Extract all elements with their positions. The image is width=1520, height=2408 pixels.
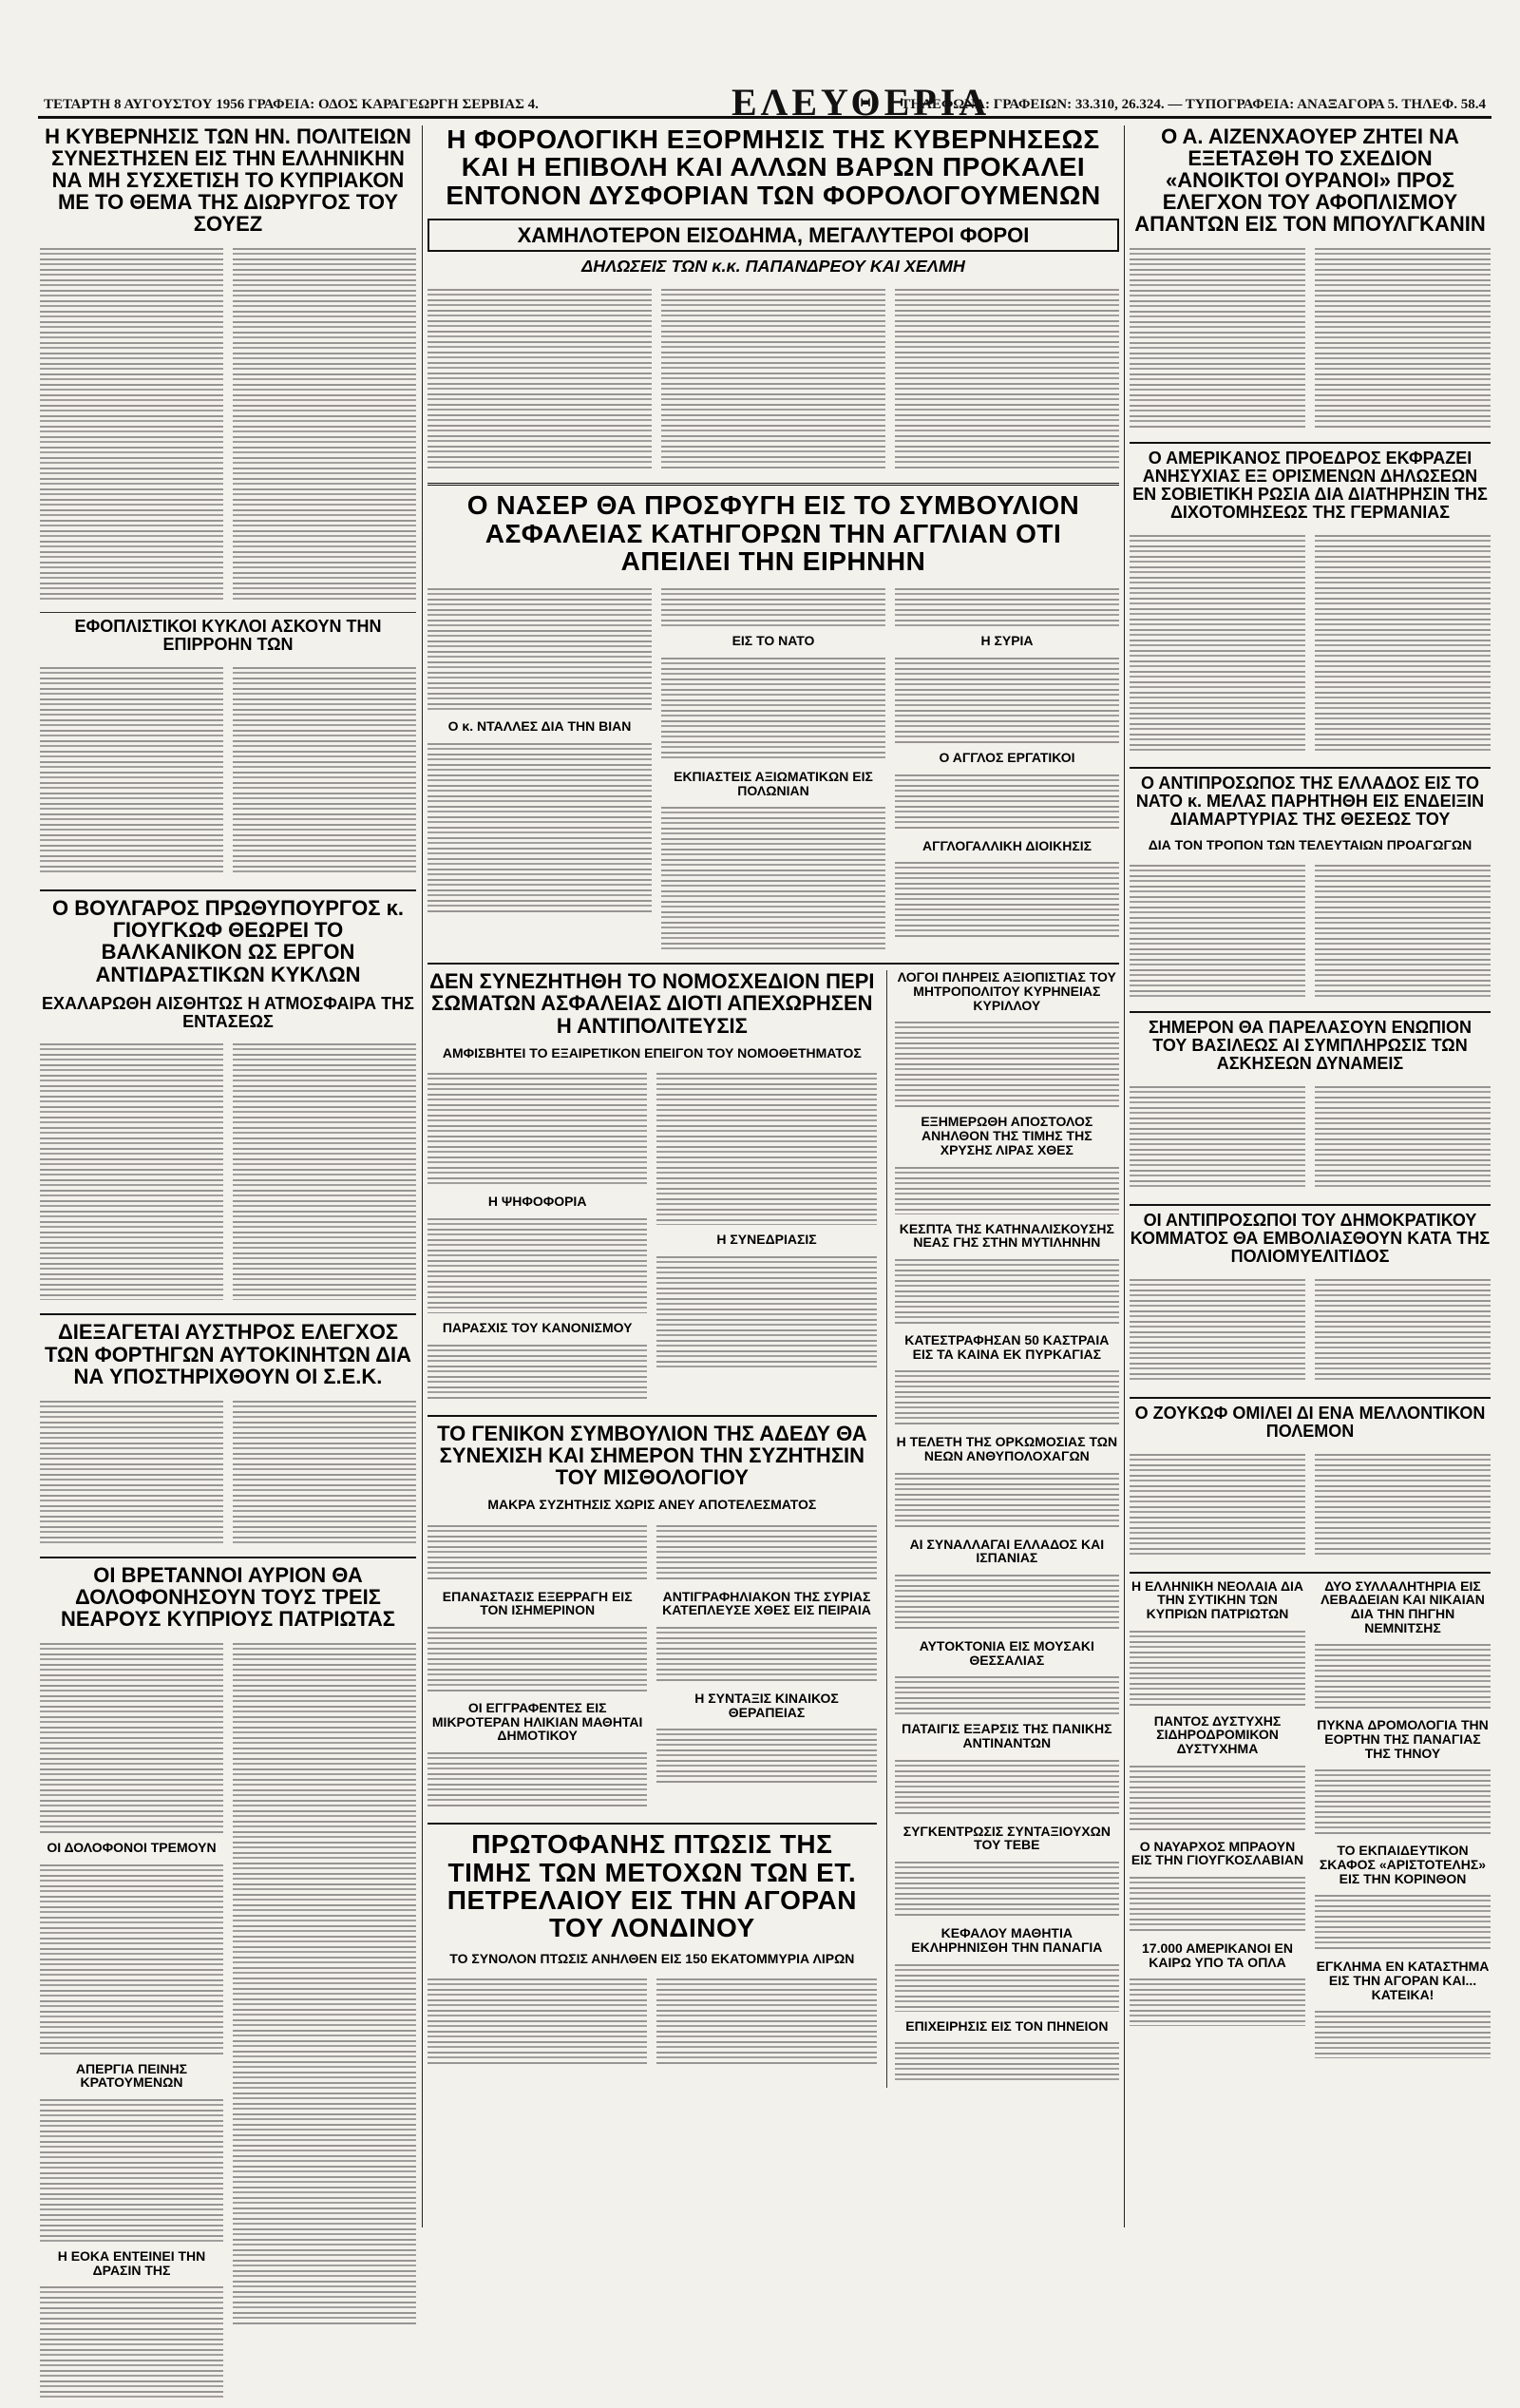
article-text	[428, 1073, 647, 1187]
subhead-panic: ΠΑΤΑΙΓΙΣ ΕΞΑΡΣΙΣ ΤΗΣ ΠΑΝΙΚΗΣ ΑΝΤΙΝΑΝΤΩΝ	[902, 1721, 1112, 1751]
subhead-pineios: ΕΠΙΧΕΙΡΗΣΙΣ ΕΙΣ ΤΟΝ ΠΗΝΕΙΟΝ	[905, 2017, 1109, 2034]
article-text	[656, 1729, 876, 1786]
headline-shipowners: ΕΦΟΠΛΙΣΤΙΚΟΙ ΚΥΚΛΟΙ ΑΣΚΟΥΝ ΤΗΝ ΕΠΙΡΡΟΗΝ ΤΩΝ	[74, 617, 382, 655]
article-text	[895, 774, 1119, 831]
article-text	[428, 1525, 647, 1582]
article-text	[661, 289, 885, 469]
column-rule	[422, 125, 423, 2227]
article-text	[895, 2042, 1119, 2080]
article-text	[1130, 1766, 1305, 1832]
subhead-suicide: ΑΥΤΟΚΤΟΝΙΑ ΕΙΣ ΜΟΥΣΑΚΙ ΘΕΣΣΑΛΙΑΣ	[919, 1638, 1094, 1668]
article-text	[1315, 535, 1491, 754]
article-text	[895, 588, 1119, 626]
article-text	[1130, 1877, 1305, 1934]
subhead-admiral: Ο ΝΑΥΑΡΧΟΣ ΜΠΡΑΟΥΝ ΕΙΣ ΤΗΝ ΓΙΟΥΓΚΟΣΛΑΒΙΑΝ	[1130, 1838, 1304, 1868]
headline-dulles: Ο κ. ΝΤΑΛΛΕΣ ΔΙΑ ΤΗΝ ΒΙΑΝ	[447, 718, 632, 735]
subhead-150-million: ΤΟ ΣΥΝΟΛΟΝ ΠΤΩΣΙΣ ΑΝΗΛΘΕΝ ΕΙΣ 150 ΕΚΑΤΟΜΜΥΡΙΑ ΛΙΡΩΝ	[449, 1950, 855, 1966]
article-text	[895, 1964, 1119, 2012]
headline-eisenhower: Ο Α. ΑΙΖΕΝΧΑΟΥΕΡ ΖΗΤΕΙ ΝΑ ΕΞΕΤΑΣΘΗ ΤΟ ΣΧΕΔΙΟΝ «ΑΝΟΙΚΤΟΙ ΟΥΡΑΝΟΙ» ΠΡΟΣ ΕΛΕΓΧΟΝ ΤΟΥ ΑΦΟΠΛΙΣΜΟΥ ΑΠΑΝΤΩΝ ΕΙΣ ΤΟΝ ΜΠΟΥΛΓΚΑΝΙΝ	[1134, 124, 1486, 237]
article-text	[895, 1760, 1119, 1817]
article-text	[895, 1575, 1119, 1632]
column-middle	[428, 125, 1119, 2227]
headline-trucks-control: ΔΙΕΞΑΓΕΤΑΙ ΑΥΣΤΗΡΟΣ ΕΛΕΓΧΟΣ ΤΩΝ ΦΟΡΤΗΓΩΝ ΑΥΤΟΚΙΝΗΤΩΝ ΔΙΑ ΝΑ ΥΠΟΣΤΗΡΙΧΘΟΥΝ ΟΙ Σ.Ε.Κ.	[44, 1320, 412, 1388]
subhead-ecuador: ΕΠΑΝΑΣΤΑΣΙΣ ΕΞΕΡΡΑΓΗ ΕΙΣ ΤΟΝ ΙΣΗΜΕΡΙΝΟΝ	[442, 1588, 633, 1618]
article-text	[428, 1345, 647, 1402]
article-text	[428, 1627, 647, 1693]
subhead-anglofrench: ΑΓΓΛΟΓΑΛΛΙΚΗ ΔΙΟΙΚΗΣΙΣ	[922, 837, 1092, 853]
subhead-rules: ΠΑΡΑΣΧΙΣ ΤΟΥ ΚΑΝΟΝΙΣΜΟΥ	[442, 1320, 633, 1336]
subhead-mytilene: ΚΕΣΠΤΑ ΤΗΣ ΚΑΤΗΝΑΛΙΣΚΟΥΣΗΣ ΝΕΑΣ ΓΗΣ ΣΤΗΝ ΜΥΤΙΛΗΝΗΝ	[899, 1220, 1114, 1251]
article-text	[428, 1978, 647, 2064]
subhead-tinos: ΠΥΚΝΑ ΔΡΟΜΟΛΟΓΙΑ ΤΗΝ ΕΟΡΤΗΝ ΤΗΣ ΠΑΝΑΓΙΑΣ ΤΗΣ ΤΗΝΟΥ	[1317, 1717, 1489, 1761]
masthead-phones: ΤΗΛΕΦΩΝΑ: ΓΡΑΦΕΙΩΝ: 33.310, 26.324. — ΤΥΠΟΓΡΑΦΕΙΑ: ΑΝΑΞΑΓΟΡΑ 5. ΤΗΛΕΦ. 58.4	[901, 97, 1486, 112]
headline-zhukov: Ο ΖΟΥΚΩΦ ΟΜΙΛΕΙ ΔΙ ΕΝΑ ΜΕΛΛΟΝΤΙΚΟΝ ΠΟΛΕΜΟΝ	[1134, 1403, 1486, 1441]
article-text	[428, 1752, 647, 1809]
masthead	[38, 81, 1492, 124]
article-text	[1130, 865, 1305, 998]
subhead-labour: Ο ΑΓΓΛΟΣ ΕΡΓΑΤΙΚΟΙ	[939, 750, 1075, 766]
subhead-session: Η ΣΥΝΕΔΡΙΑΣΙΣ	[716, 1232, 817, 1248]
article-text	[661, 807, 885, 949]
article-text	[895, 1370, 1119, 1427]
subhead-oath: Η ΤΕΛΕΤΗ ΤΗΣ ΟΡΚΩΜΟΣΙΑΣ ΤΩΝ ΝΕΩΝ ΑΝΘΥΠΟΛΟΧΑΓΩΝ	[896, 1434, 1118, 1463]
subhead-metropolitan: ΛΟΓΟΙ ΠΛΗΡΕΙΣ ΑΞΙΟΠΙΣΤΙΑΣ ΤΟΥ ΜΗΤΡΟΠΟΛΙΤΟΥ ΚΥΡΗΝΕΙΑΣ ΚΥΡΙΛΛΟΥ	[897, 969, 1116, 1013]
subhead-spain: ΑΙ ΣΥΝΑΛΛΑΓΑΙ ΕΛΛΑΔΟΣ ΚΑΙ ΙΣΠΑΝΙΑΣ	[909, 1536, 1105, 1566]
masthead-date-address: ΤΕΤΑΡΤΗ 8 ΑΥΓΟΥΣΤΟΥ 1956 ΓΡΑΦΕΙΑ: ΟΔΟΣ ΚΑΡΑΓΕΩΡΓΗ ΣΕΡΒΙΑΣ 4.	[44, 97, 539, 112]
article-text	[428, 1218, 647, 1313]
subhead-youth: Η ΕΛΛΗΝΙΚΗ ΝΕΟΛΑΙΑ ΔΙΑ ΤΗΝ ΣΥΤΙΚΗΝ ΤΩΝ ΚΥΠΡΙΩΝ ΠΑΤΡΙΩΤΩΝ	[1130, 1577, 1304, 1621]
article-text	[661, 658, 885, 762]
article-text	[1130, 1631, 1305, 1707]
article-text	[1315, 1644, 1491, 1710]
subhead-gold-sovereign: ΕΞΗΜΕΡΩΘΗ ΑΠΟΣΤΟΛΟΣ ΑΝΗΛΘΟΝ ΤΗΣ ΤΙΜΗΣ ΤΗΣ ΧΡΥΣΗΣ ΛΙΡΑΣ ΧΘΕΣ	[921, 1114, 1093, 1157]
headline-us-cyprus: Η ΚΥΒΕΡΝΗΣΙΣ ΤΩΝ ΗΝ. ΠΟΛΙΤΕΙΩΝ ΣΥΝΕΣΤΗΣΕΝ ΕΙΣ ΤΗΝ ΕΛΛΗΝΙΚΗΝ ΝΑ ΜΗ ΣΥΣΧΕΤΙΣΗ ΤΟ ΚΥΠΡΙΑΚΟΝ ΜΕ ΤΟ ΘΕΜΑ ΤΗΣ ΔΙΩΡΥΓΟΣ ΤΟΥ ΣΟΥΕΖ	[45, 124, 411, 237]
article-text	[428, 289, 652, 469]
article-text	[1315, 1895, 1491, 1952]
article-text	[1315, 248, 1491, 429]
article-text	[233, 667, 416, 876]
article-text	[233, 1643, 416, 2327]
headline-british-patriots: ΟΙ ΒΡΕΤΑΝΝΟΙ ΑΥΡΙΟΝ ΘΑ ΔΟΛΟΦΟΝΗΣΟΥΝ ΤΟΥΣ ΤΡΕΙΣ ΝΕΑΡΟΥΣ ΚΥΠΡΙΟΥΣ ΠΑΤΡΙΩΤΑΣ	[60, 1562, 396, 1631]
article-text	[1130, 1978, 1305, 2026]
article-text	[895, 1676, 1119, 1714]
article-text	[40, 248, 223, 600]
subhead-pension: Η ΣΥΝΤΑΞΙΣ ΚΙΝΑΙΚΟΣ ΘΕΡΑΠΕΙΑΣ	[694, 1691, 839, 1720]
subhead-pupils: ΟΙ ΕΓΓΡΑΦΕΝΤΕΣ ΕΙΣ ΜΙΚΡΟΤΕΡΑΝ ΗΛΙΚΙΑΝ ΜΑΘΗΤΑΙ ΔΗΜΟΤΙΚΟΥ	[431, 1700, 643, 1744]
subhead-vote: Η ΨΗΦΟΦΟΡΙΑ	[487, 1194, 587, 1210]
article-text	[1130, 1454, 1305, 1558]
column-left	[40, 124, 416, 2278]
subhead-hunger-strike: ΑΠΕΡΓΙΑ ΠΕΙΝΗΣ ΚΡΑΤΟΥΜΕΝΩΝ	[75, 2060, 188, 2091]
article-text	[40, 1643, 223, 1833]
article-text	[656, 1256, 876, 1370]
headline-parade: ΣΗΜΕΡΟΝ ΘΑ ΠΑΡΕΛΑΣΟΥΝ ΕΝΩΠΙΟΝ ΤΟΥ ΒΑΣΙΛΕΩΣ ΑΙ ΣΥΜΠΛΗΡΩΣΙΣ ΤΩΝ ΑΣΚΗΣΕΩΝ ΔΥΝΑΜΕΙΣ	[1148, 1018, 1472, 1074]
headline-lower-income: ΧΑΜΗΛΟΤΕΡΟΝ ΕΙΣΟΔΗΜΑ, ΜΕΓΑΛΥΤΕΡΟΙ ΦΟΡΟΙ	[428, 219, 1119, 252]
subhead-long-discussion: ΜΑΚΡΑ ΣΥΖΗΤΗΣΙΣ ΧΩΡΙΣ ΑΝΕΥ ΑΠΟΤΕΛΕΣΜΑΤΟΣ	[487, 1497, 817, 1513]
article-text	[40, 2099, 223, 2242]
column-right	[1130, 125, 1491, 2227]
article-text	[895, 289, 1119, 469]
article-text	[428, 588, 652, 712]
subhead-syrian-destroyer: ΑΝΤΙΓΡΑΦΗΛΙΑΚΟΝ ΤΗΣ ΣΥΡΙΑΣ ΚΑΤΕΠΛΕΥΣΕ ΧΘΕΣ ΕΙΣ ΠΕΙΡΑΙΑ	[662, 1588, 871, 1618]
article-text	[40, 667, 223, 876]
headline-american-president: Ο ΑΜΕΡΙΚΑΝΟΣ ΠΡΟΕΔΡΟΣ ΕΚΦΡΑΖΕΙ ΑΝΗΣΥΧΙΑΣ ΕΞ ΟΡΙΣΜΕΝΩΝ ΔΗΛΩΣΕΩΝ ΕΝ ΣΟΒΙΕΤΙΚΗ ΡΩΣΙΑ ΔΙΑ ΔΙΑΤΗΡΗΣΙΝ ΤΗΣ ΔΙΧΟΤΟΜΗΣΕΩΣ ΤΗΣ ΓΕΡΜΑΝΙΑΣ	[1132, 449, 1488, 523]
article-text	[895, 1862, 1119, 1919]
newspaper-title: ΕΛΕΥΘΕΡΙΑ	[732, 81, 991, 124]
subhead-murderers: ΟΙ ΔΟΛΟΦΟΝΟΙ ΤΡΕΜΟΥΝ	[47, 1839, 217, 1855]
article-text	[895, 1259, 1119, 1326]
article-text	[40, 1864, 223, 2054]
article-text	[656, 1978, 876, 2064]
headline-oil-shares: ΠΡΩΤΟΦΑΝΗΣ ΠΤΩΣΙΣ ΤΗΣ ΤΙΜΗΣ ΤΩΝ ΜΕΤΟΧΩΝ ΤΩΝ ΕΤ. ΠΕΤΡΕΛΑΙΟΥ ΕΙΣ ΤΗΝ ΑΓΟΡΑΝ ΤΟΥ ΛΟΝΔΙΝΟΥ	[446, 1829, 857, 1943]
article-text	[661, 588, 885, 626]
article-text	[895, 1022, 1119, 1107]
article-text	[233, 248, 416, 600]
subhead-promotions: ΔΙΑ ΤΟΝ ΤΡΟΠΟΝ ΤΩΝ ΤΕΛΕΥΤΑΙΩΝ ΠΡΟΑΓΩΓΩΝ	[1148, 836, 1472, 852]
subhead-urgency: ΑΜΦΙΣΒΗΤΕΙ ΤΟ ΕΞΑΙΡΕΤΙΚΟΝ ΕΠΕΙΓΟΝ ΤΟΥ ΝΟΜΟΘΕΤΗΜΑΤΟΣ	[442, 1044, 862, 1061]
headline-nasser: Ο ΝΑΣΕΡ ΘΑ ΠΡΟΣΦΥΓΗ ΕΙΣ ΤΟ ΣΥΜΒΟΥΛΙΟΝ ΑΣΦΑΛΕΙΑΣ ΚΑΤΗΓΟΡΩΝ ΤΗΝ ΑΓΓΛΙΑΝ ΟΤΙ ΑΠΕΙΛΕΙ ΤΗΝ ΕΙΡΗΝΗΝ	[466, 490, 1080, 576]
article-text	[1315, 865, 1491, 998]
article-text	[895, 1473, 1119, 1530]
article-text	[1315, 1454, 1491, 1558]
subhead-rallies: ΔΥΟ ΣΥΛΛΑΛΗΤΗΡΙΑ ΕΙΣ ΛΕΒΑΔΕΙΑΝ ΚΑΙ ΝΙΚΑΙΑΝ ΔΙΑ ΤΗΝ ΠΗΓΗΝ ΝΕΜΝΙΤΣΗΣ	[1320, 1577, 1485, 1635]
subhead-rail-accident: ΠΑΝΤΟΣ ΔΥΣΤΥΧΗΣ ΣΙΔΗΡΟΔΡΟΜΙΚΟΝ ΔΥΣΤΥΧΗΜΑ	[1153, 1712, 1282, 1756]
article-text	[1315, 2011, 1491, 2058]
subhead-aristotelis: ΤΟ ΕΚΠΑΙΔΕΥΤΙΚΟΝ ΣΚΑΦΟΣ «ΑΡΙΣΤΟΤΕΛΗΣ» ΕΙΣ ΤΗΝ ΚΟΡΙΝΘΟΝ	[1319, 1843, 1487, 1886]
subhead-nato: ΕΙΣ ΤΟ ΝΑΤΟ	[732, 633, 815, 649]
article-text	[1130, 535, 1305, 754]
article-text	[656, 1525, 876, 1582]
subhead-fire: ΚΑΤΕΣΤΡΑΦΗΣΑΝ 50 ΚΑΣΤΡΑΙΑ ΕΙΣ ΤΑ ΚΑΙΝΑ ΕΚ ΠΥΡΚΑΓΙΑΣ	[904, 1331, 1110, 1362]
article-text	[40, 1401, 223, 1543]
article-text	[1315, 1086, 1491, 1191]
headline-security-bill: ΔΕΝ ΣΥΝΕΖΗΤΗΘΗ ΤΟ ΝΟΜΟΣΧΕΔΙΟΝ ΠΕΡΙ ΣΩΜΑΤΩΝ ΑΣΦΑΛΕΙΑΣ ΔΙΟΤΙ ΑΠΕΧΩΡΗΣΕΝ Η ΑΝΤΙΠΟΛΙΤΕΥΣΙΣ	[429, 969, 875, 1038]
article-text	[895, 1167, 1119, 1214]
subhead-poland: ΕΚΠΙΑΣΤΕΙΣ ΑΞΙΩΜΑΤΙΚΩΝ ΕΙΣ ΠΟΛΩΝΙΑΝ	[674, 769, 873, 798]
article-text	[1130, 1086, 1305, 1191]
article-text	[1315, 1279, 1491, 1384]
subhead-syria: Η ΣΥΡΙΑ	[980, 633, 1034, 649]
article-text	[895, 862, 1119, 938]
subhead-17000: 17.000 ΑΜΕΡΙΚΑΝΟΙ ΕΝ ΚΑΙΡΩ ΥΠΟ ΤΑ ΟΠΛΑ	[1142, 1940, 1293, 1970]
article-text	[233, 1043, 416, 1300]
article-text	[1315, 1769, 1491, 1836]
headline-tax-campaign: Η ΦΟΡΟΛΟΓΙΚΗ ΕΞΟΡΜΗΣΙΣ ΤΗΣ ΚΥΒΕΡΝΗΣΕΩΣ ΚΑΙ Η ΕΠΙΒΟΛΗ ΚΑΙ ΑΛΛΩΝ ΒΑΡΩΝ ΠΡΟΚΑΛΕΙ ΕΝΤΟΝΟΝ ΔΥΣΦΟΡΙΑΝ ΤΩΝ ΦΟΡΟΛΟΓΟΥΜΕΝΩΝ	[446, 124, 1101, 210]
article-text	[428, 743, 652, 914]
article-text	[40, 1043, 223, 1300]
headline-statements: ΔΗΛΩΣΕΙΣ ΤΩΝ κ.κ. ΠΑΠΑΝΔΡΕΟΥ ΚΑΙ ΧΕΛΜΗ	[581, 257, 965, 277]
subhead-crime: ΕΓΚΛΗΜΑ ΕΝ ΚΑΤΑΣΤΗΜΑ ΕΙΣ ΤΗΝ ΑΓΟΡΑΝ ΚΑΙ... ΚΑΤΕΙΚΑ!	[1316, 1959, 1490, 2002]
headline-adedy: ΤΟ ΓΕΝΙΚΟΝ ΣΥΜΒΟΥΛΙΟΝ ΤΗΣ ΑΔΕΔΥ ΘΑ ΣΥΝΕΧΙΣΗ ΚΑΙ ΣΗΜΕΡΟΝ ΤΗΝ ΣΥΖΗΤΗΣΙΝ ΤΟΥ ΜΙΣΘΟΛΟΓΙΟΥ	[437, 1421, 867, 1489]
article-text	[1130, 248, 1305, 429]
article-text	[895, 658, 1119, 743]
headline-melas: Ο ΑΝΤΙΠΡΟΣΩΠΟΣ ΤΗΣ ΕΛΛΑΔΟΣ ΕΙΣ ΤΟ ΝΑΤΟ κ. ΜΕΛΑΣ ΠΑΡΗΤΗΘΗ ΕΙΣ ΕΝΔΕΙΞΙΝ ΔΙΑΜΑΡΤΥΡΙΑΣ ΤΗΣ ΘΕΣΕΩΣ ΤΟΥ	[1135, 774, 1485, 829]
subheadline-tension: ΕΧΑΛΑΡΩΘΗ ΑΙΣΘΗΤΩΣ Η ΑΤΜΟΣΦΑΙΡΑ ΤΗΣ ΕΝΤΑΣΕΩΣ	[42, 993, 414, 1031]
column-rule	[1124, 125, 1125, 2227]
article-text	[656, 1627, 876, 1684]
subhead-tebe: ΣΥΓΚΕΝΤΡΩΣΙΣ ΣΥΝΤΑΞΙΟΥΧΩΝ ΤΟΥ ΤΕΒΕ	[902, 1823, 1111, 1853]
article-text	[233, 1401, 416, 1543]
subhead-student: ΚΕΦΑΛΟΥ ΜΑΘΗΤΙΑ ΕΚΛΗΡΗΝΙΣΘΗ ΤΗΝ ΠΑΝΑΓΙΑ	[911, 1925, 1103, 1955]
article-text	[1130, 1279, 1305, 1384]
article-text	[40, 2286, 223, 2400]
headline-polio: ΟΙ ΑΝΤΙΠΡΟΣΩΠΟΙ ΤΟΥ ΔΗΜΟΚΡΑΤΙΚΟΥ ΚΟΜΜΑΤΟΣ ΘΑ ΕΜΒΟΛΙΑΣΘΟΥΝ ΚΑΤΑ ΤΗΣ ΠΟΛΙΟΜΥΕΛΙΤΙΔΟΣ	[1130, 1211, 1491, 1266]
article-text	[656, 1073, 876, 1225]
headline-bulgarian-pm: Ο ΒΟΥΛΓΑΡΟΣ ΠΡΩΘΥΠΟΥΡΓΟΣ κ. ΓΙΟΥΓΚΩΦ ΘΕΩΡΕΙ ΤΟ ΒΑΛΚΑΝΙΚΟΝ ΩΣ ΕΡΓΟΝ ΑΝΤΙΔΡΑΣΤΙΚΩΝ ΚΥΚΛΩΝ	[52, 896, 404, 986]
subhead-eoka: Η ΕΟΚΑ ΕΝΤΕΙΝΕΙ ΤΗΝ ΔΡΑΣΙΝ ΤΗΣ	[57, 2248, 206, 2278]
